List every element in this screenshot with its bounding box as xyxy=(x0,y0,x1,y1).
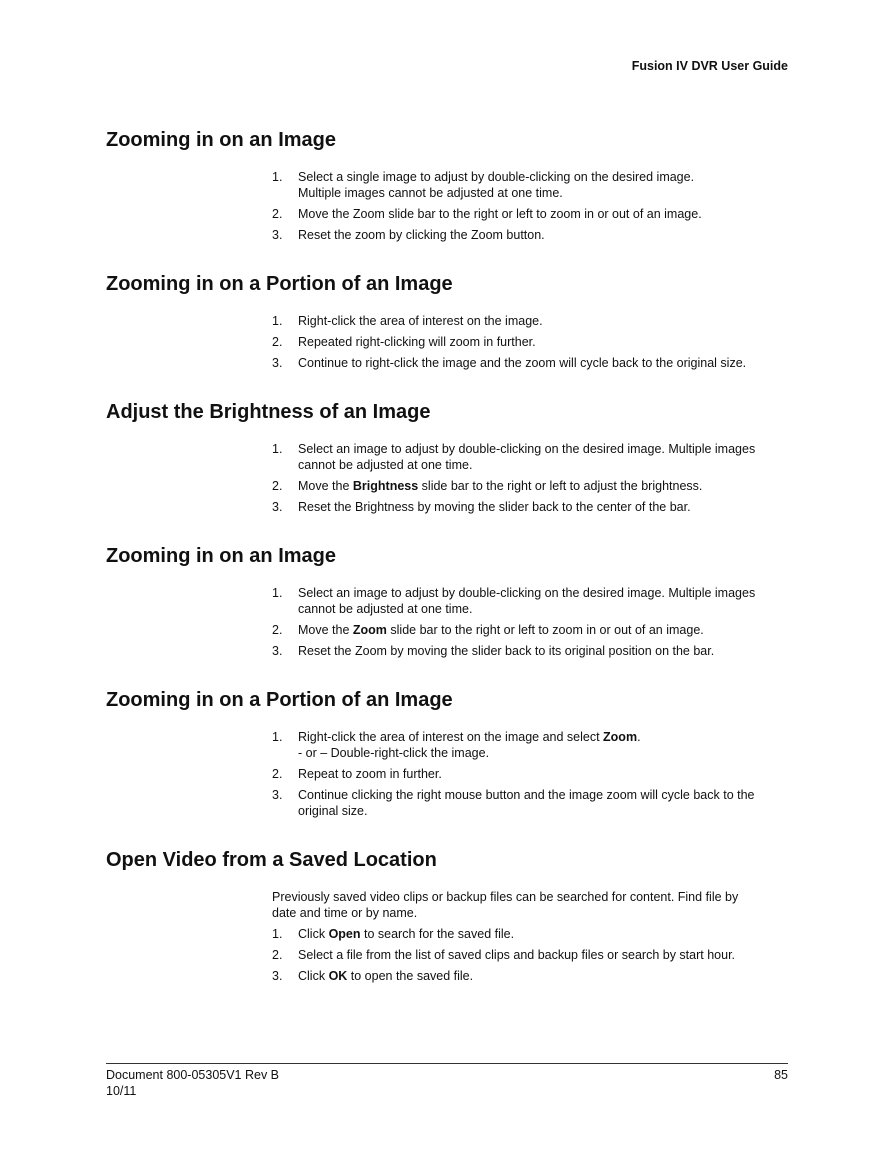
step-text: Continue to right-click the image and the zoom will cycle back to the original size. xyxy=(298,356,747,370)
step-number: 1. xyxy=(272,927,283,941)
step-number: 2. xyxy=(272,207,283,221)
list-item xyxy=(272,729,792,761)
step-text: Reset the zoom by clicking the Zoom button. xyxy=(298,228,545,242)
step-text: Repeated right-clicking will zoom in further. xyxy=(298,335,536,349)
step-number: 2. xyxy=(272,335,283,349)
step-list xyxy=(272,441,792,520)
step-number: 1. xyxy=(272,442,283,456)
step-text-prefix: Move the xyxy=(298,479,353,493)
list-item xyxy=(272,355,792,371)
list-item xyxy=(272,206,792,222)
step-list xyxy=(272,169,792,248)
step-text-continued: cannot be adjusted at one time. xyxy=(298,602,473,616)
section-title: Adjust the Brightness of an Image xyxy=(106,401,431,423)
step-text xyxy=(298,478,792,494)
footer-divider xyxy=(106,1063,788,1064)
step-number: 3. xyxy=(272,228,283,242)
step-number: 2. xyxy=(272,623,283,637)
step-text-suffix: to open the saved file. xyxy=(347,969,474,983)
section-title: Zooming in on an Image xyxy=(106,545,336,567)
step-text: Right-click the area of interest on the image. xyxy=(298,314,543,328)
page-number: 85 xyxy=(774,1068,788,1082)
list-item xyxy=(272,334,792,350)
step-text-suffix: slide bar to the right or left to adjust the brightness. xyxy=(418,479,703,493)
step-number: 1. xyxy=(272,314,283,328)
footer-document-number: Document 800-05305V1 Rev B xyxy=(106,1068,280,1082)
step-text: Select an image to adjust by double-clicking on the desired image. Multiple images xyxy=(298,442,756,456)
list-item xyxy=(272,169,792,201)
step-text: Continue clicking the right mouse button and the image zoom will cycle back to the xyxy=(298,788,755,802)
list-item xyxy=(272,227,792,243)
step-text: Select an image to adjust by double-clicking on the desired image. Multiple images xyxy=(298,586,756,600)
ui-term-brightness: Brightness xyxy=(352,479,419,493)
step-number: 3. xyxy=(272,500,283,514)
step-text xyxy=(298,622,792,638)
step-text-continued: - or – Double-right-click the image. xyxy=(298,746,490,760)
step-text: Select a single image to adjust by double-clicking on the desired image. xyxy=(298,170,695,184)
list-item xyxy=(272,947,792,963)
step-number: 2. xyxy=(272,479,283,493)
section-title: Zooming in on an Image xyxy=(106,129,336,151)
step-number: 2. xyxy=(272,767,283,781)
step-text xyxy=(298,729,792,745)
step-list xyxy=(272,585,792,664)
section-title: Open Video from a Saved Location xyxy=(106,849,437,871)
step-text-suffix: slide bar to the right or left to zoom in or out of an image. xyxy=(386,623,704,637)
step-text-suffix: . xyxy=(637,730,641,744)
list-item xyxy=(272,499,792,515)
step-text xyxy=(298,926,792,942)
page-header-title: Fusion IV DVR User Guide xyxy=(631,59,788,73)
step-number: 3. xyxy=(272,969,283,983)
step-text: Reset the Brightness by moving the slider back to the center of the bar. xyxy=(298,500,691,514)
list-item xyxy=(272,313,792,329)
step-text: Reset the Zoom by moving the slider back to its original position on the bar. xyxy=(298,644,715,658)
section-title: Zooming in on a Portion of an Image xyxy=(106,689,453,711)
list-item xyxy=(272,787,792,819)
intro-text-continued: date and time or by name. xyxy=(272,906,418,920)
step-text-prefix: Click xyxy=(298,969,329,983)
list-item xyxy=(272,926,792,942)
step-text-continued: cannot be adjusted at one time. xyxy=(298,458,473,472)
step-list xyxy=(272,889,792,989)
ui-term-ok: OK xyxy=(328,969,348,983)
list-item xyxy=(272,766,792,782)
footer-date: 10/11 xyxy=(106,1084,137,1098)
ui-term-open: Open xyxy=(328,927,361,941)
section-title: Zooming in on a Portion of an Image xyxy=(106,273,453,295)
step-number: 2. xyxy=(272,948,283,962)
step-text xyxy=(298,968,792,984)
step-number: 1. xyxy=(272,586,283,600)
step-text-continued: Multiple images cannot be adjusted at one time. xyxy=(298,186,563,200)
step-text-prefix: Click xyxy=(298,927,329,941)
step-number: 3. xyxy=(272,356,283,370)
step-text-prefix: Move the xyxy=(298,623,353,637)
ui-term-zoom: Zoom xyxy=(352,623,387,637)
list-item xyxy=(272,643,792,659)
step-list xyxy=(272,729,792,824)
step-number: 3. xyxy=(272,788,283,802)
list-item xyxy=(272,441,792,473)
step-number: 3. xyxy=(272,644,283,658)
intro-text: Previously saved video clips or backup files can be searched for content. Find file by xyxy=(272,890,739,904)
list-item xyxy=(272,585,792,617)
step-text-suffix: to search for the saved file. xyxy=(360,927,515,941)
step-text: Move the Zoom slide bar to the right or left to zoom in or out of an image. xyxy=(298,207,702,221)
step-list xyxy=(272,313,792,376)
list-item xyxy=(272,478,792,494)
list-item xyxy=(272,622,792,638)
step-text: Repeat to zoom in further. xyxy=(298,767,442,781)
step-text-prefix: Right-click the area of interest on the image and select xyxy=(298,730,604,744)
intro-paragraph xyxy=(272,889,792,921)
step-text-continued: original size. xyxy=(298,804,368,818)
list-item xyxy=(272,968,792,984)
step-number: 1. xyxy=(272,730,283,744)
step-text: Select a file from the list of saved clips and backup files or search by start hour. xyxy=(298,948,736,962)
step-number: 1. xyxy=(272,170,283,184)
ui-term-zoom: Zoom xyxy=(603,730,638,744)
